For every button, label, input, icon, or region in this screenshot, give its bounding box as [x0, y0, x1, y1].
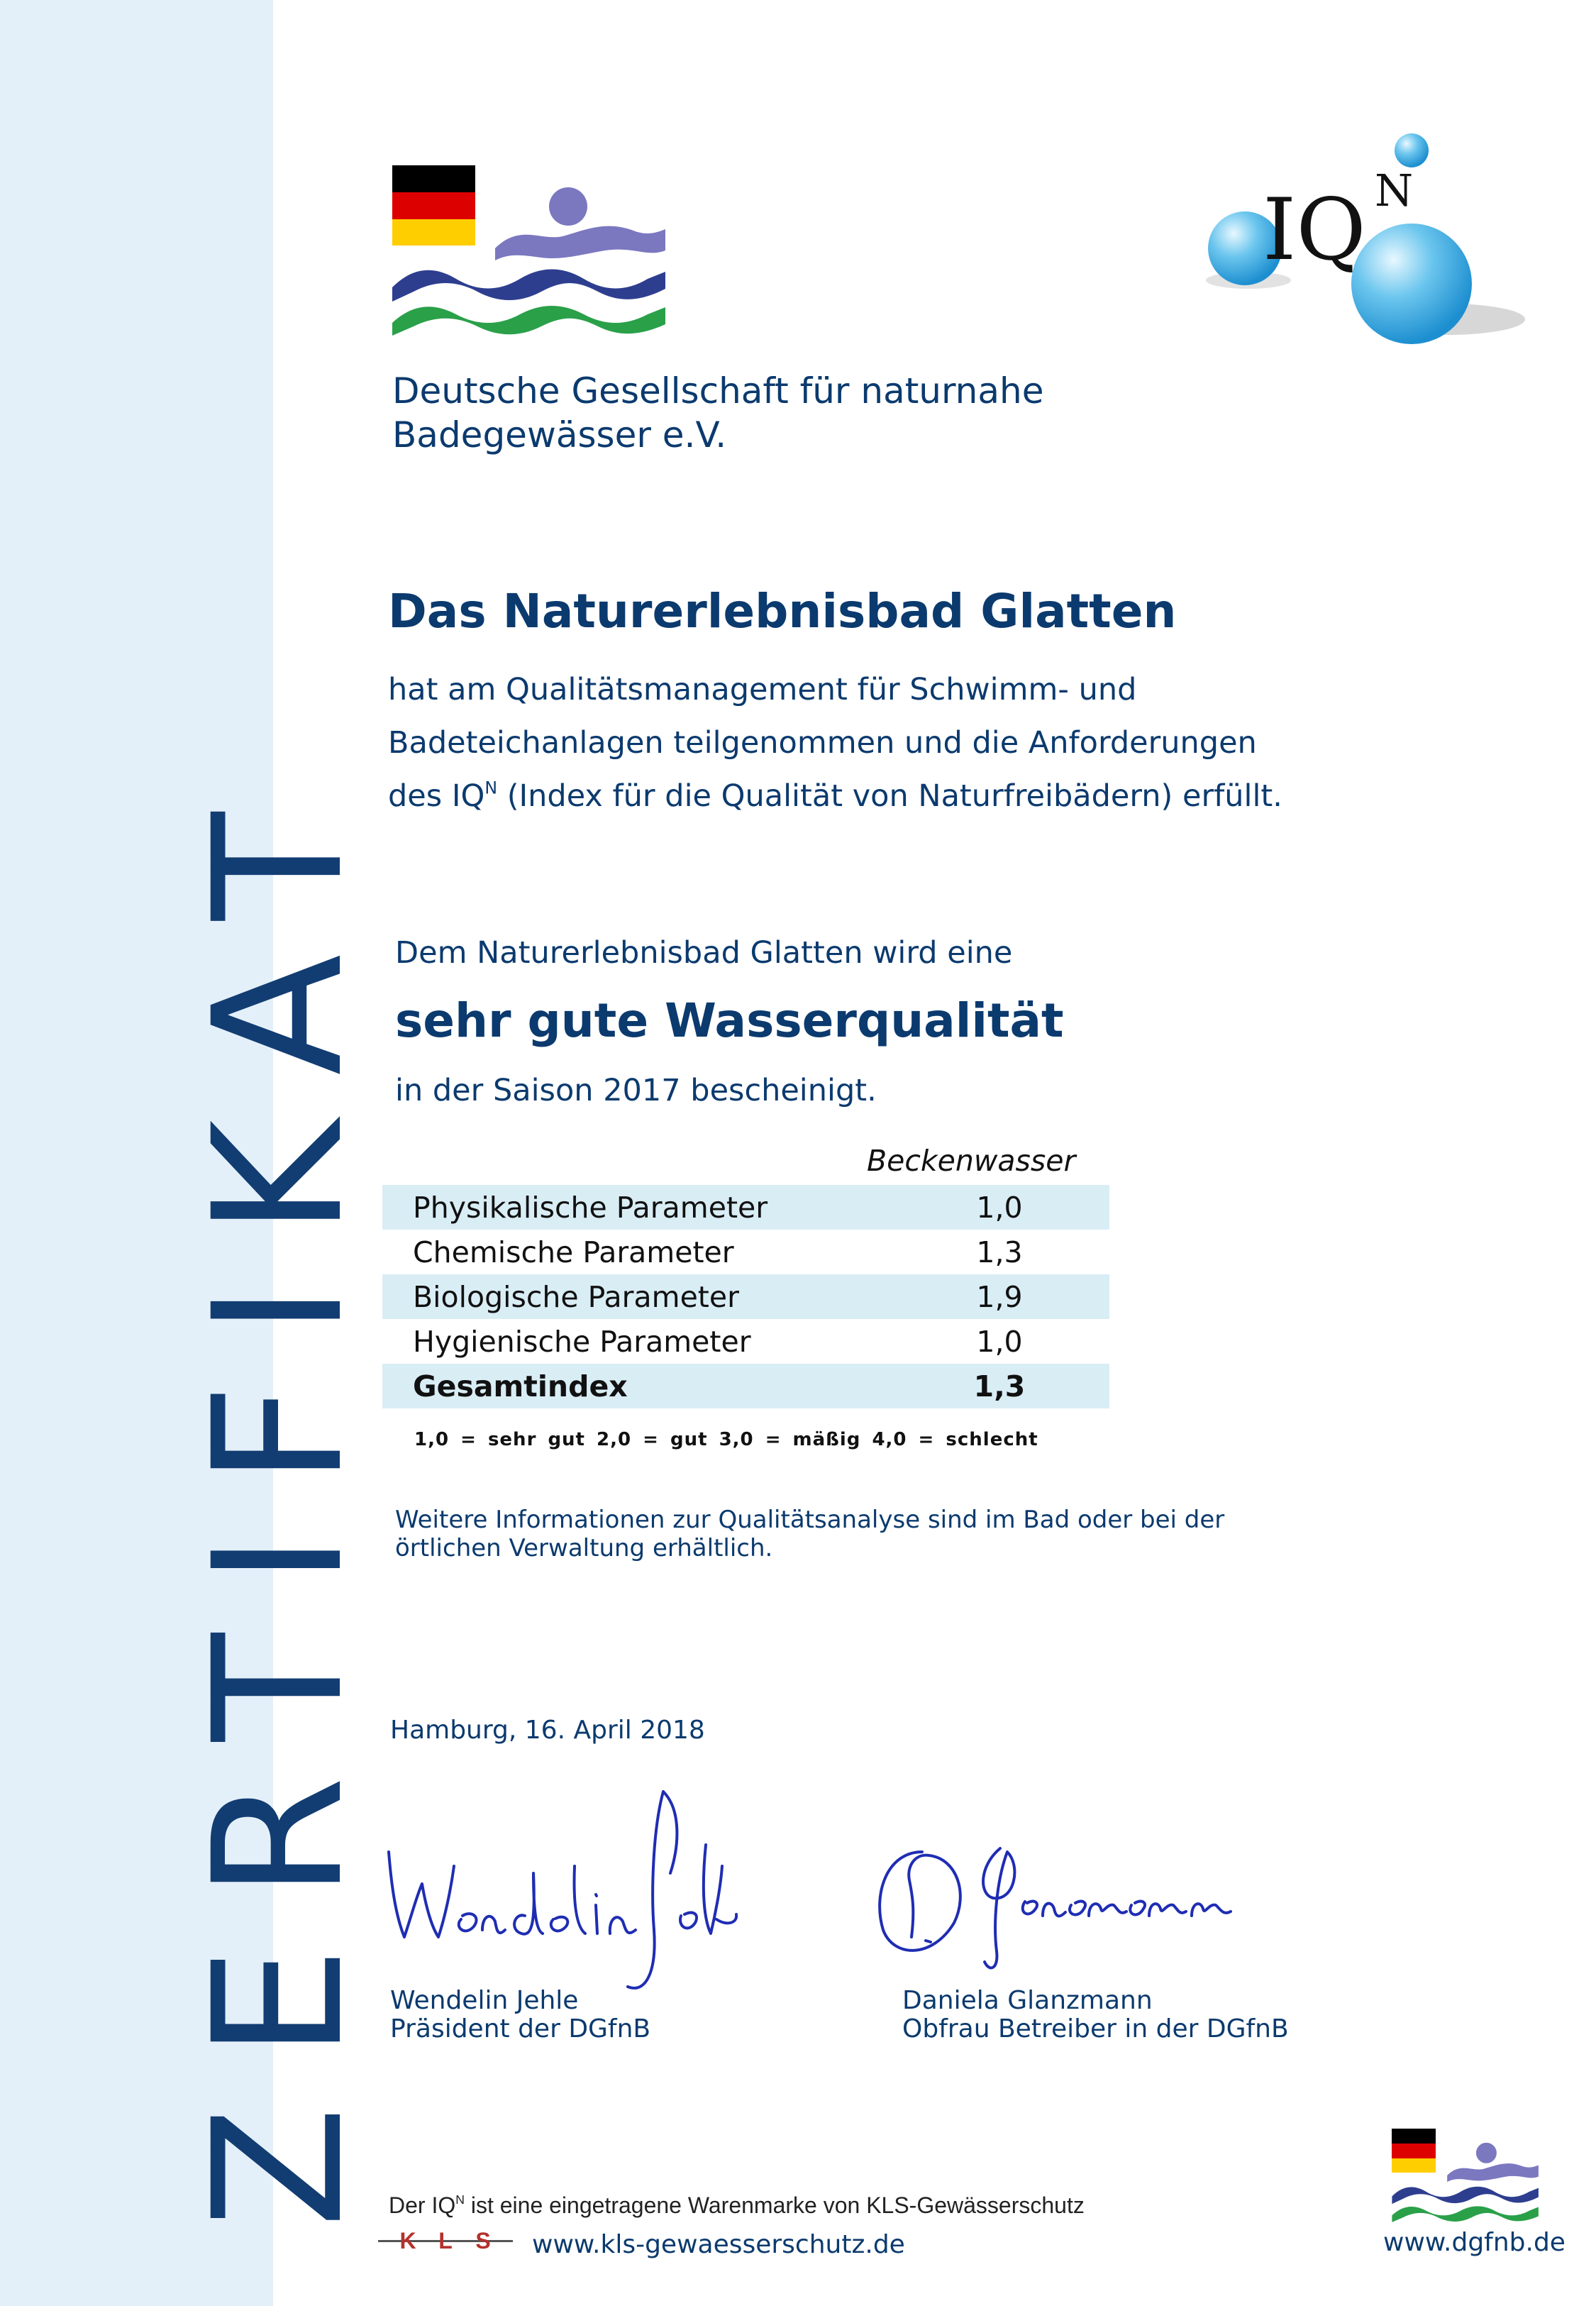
- row-label: Biologische Parameter: [413, 1280, 739, 1314]
- row-value: 1,9: [976, 1280, 1023, 1314]
- kls-website-link[interactable]: www.kls-gewaesserschutz.de: [532, 2230, 905, 2259]
- signer-role: Präsident der DGfnB: [390, 2014, 651, 2043]
- table-row: [382, 1274, 1109, 1319]
- org-name-line1: Deutsche Gesellschaft für naturnahe: [392, 370, 1044, 412]
- trademark-sup: N: [455, 2192, 465, 2207]
- table-row: [382, 1230, 1109, 1274]
- trademark-post: ist eine eingetragene Warenmarke von KLS-Gewässerschutz: [464, 2192, 1085, 2218]
- body-line2: Badeteichanlagen teilgenommen und die Anforderungen: [388, 725, 1257, 761]
- swimmer-waves-small-logo: [1392, 2139, 1541, 2223]
- rating-legend: 1,0 = sehr gut 2,0 = gut 3,0 = mäßig 4,0 = schlecht: [414, 1429, 1038, 1450]
- facility-title: Das Naturerlebnisbad Glatten: [388, 584, 1177, 639]
- sidebar: [0, 0, 382, 2306]
- signer-role: Obfrau Betreiber in der DGfnB: [902, 2014, 1289, 2043]
- row-label: Physikalische Parameter: [413, 1191, 768, 1225]
- info-line2: örtlichen Verwaltung erhältlich.: [395, 1534, 773, 1562]
- info-text: [395, 1506, 1224, 1562]
- dgfnb-website-link[interactable]: www.dgfnb.de: [1383, 2228, 1565, 2257]
- kls-logo: [378, 2228, 513, 2256]
- row-value: 1,3: [973, 1369, 1026, 1403]
- trademark-pre: Der IQ: [389, 2192, 456, 2218]
- signer-glanzmann: [902, 1987, 1289, 2043]
- signature-jehle: [383, 1788, 738, 2001]
- kls-letter: S: [475, 2228, 491, 2253]
- kls-letter: K: [399, 2228, 416, 2253]
- table-row: [382, 1185, 1109, 1230]
- parameter-table: [382, 1185, 1109, 1408]
- quality-intro: Dem Naturerlebnisbad Glatten wird eine: [395, 935, 1013, 971]
- row-label: Gesamtindex: [413, 1369, 628, 1403]
- quality-rating: sehr gute Wasserqualität: [395, 993, 1064, 1048]
- body-line3-sup: N: [484, 778, 498, 798]
- water-bubbles-logo: [1185, 128, 1546, 355]
- certificate-body: [388, 663, 1282, 823]
- signer-jehle: [390, 1987, 650, 2043]
- place-date: Hamburg, 16. April 2018: [390, 1716, 705, 1745]
- signer-name: Daniela Glanzmann: [902, 1986, 1153, 2015]
- table-row-total: [382, 1364, 1109, 1408]
- row-label: Hygienische Parameter: [413, 1325, 751, 1359]
- info-line1: Weitere Informationen zur Qualitätsanalyse sind im Bad oder bei der: [395, 1506, 1225, 1534]
- vertical-title: ZERTIFIKAT: [175, 764, 382, 2228]
- body-line1: hat am Qualitätsmanagement für Schwimm- und: [388, 672, 1137, 707]
- iqn-logo-text: IQ: [1263, 181, 1366, 280]
- org-name-line2: Badegewässer e.V.: [392, 414, 727, 456]
- row-value: 1,0: [976, 1325, 1023, 1359]
- signature-glanzmann: [872, 1838, 1241, 1980]
- swimmer-waves-logo: [392, 181, 669, 337]
- body-line3-pre: des IQ: [388, 778, 485, 814]
- table-row: [382, 1319, 1109, 1364]
- season-text: in der Saison 2017 bescheinigt.: [395, 1073, 877, 1108]
- row-value: 1,3: [976, 1235, 1023, 1269]
- kls-letter: L: [438, 2228, 453, 2253]
- row-value: 1,0: [976, 1191, 1023, 1225]
- signer-name: Wendelin Jehle: [390, 1986, 579, 2015]
- body-line3: [388, 770, 1282, 823]
- row-label: Chemische Parameter: [413, 1235, 734, 1269]
- trademark-notice: [389, 2192, 1085, 2219]
- table-column-header: Beckenwasser: [867, 1144, 1076, 1178]
- iqn-logo-sup: N: [1375, 165, 1414, 216]
- body-line3-post: (Index für die Qualität von Naturfreibädern) erfüllt.: [497, 778, 1282, 814]
- organization-name: [392, 369, 1043, 457]
